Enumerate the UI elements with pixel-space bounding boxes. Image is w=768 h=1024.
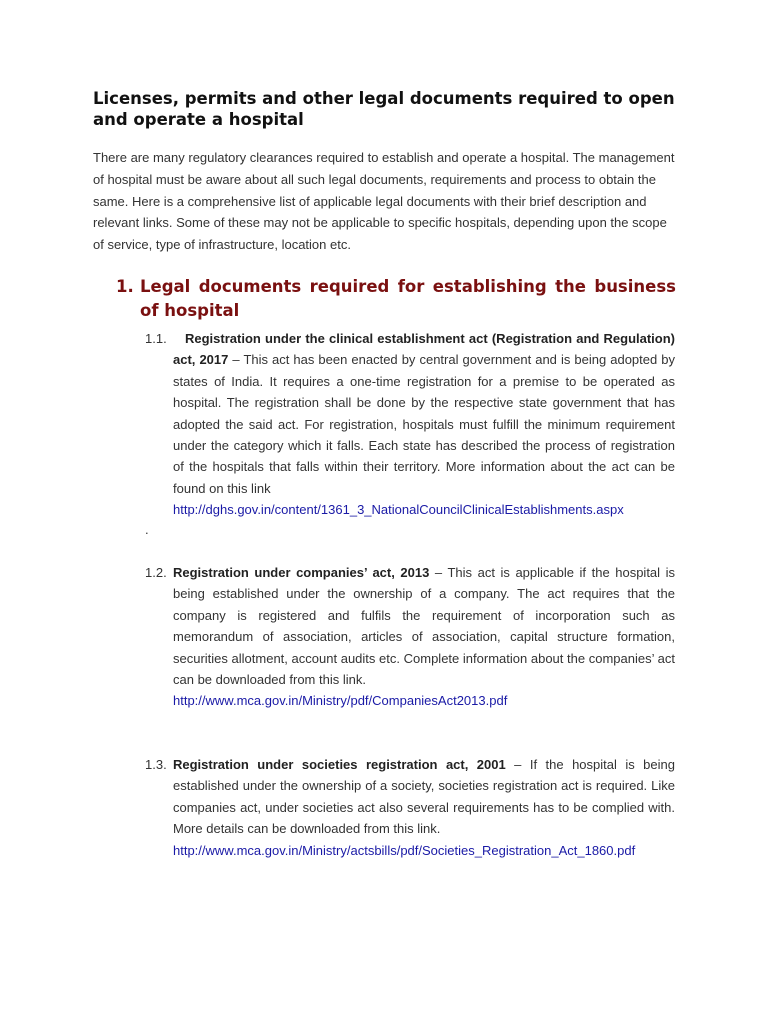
item-description: – This act has been enacted by central government and is being adopted by states of India. It requires a one-time registration for a premise to be operated as hospital. The registration shall be done by the respective state government that has adopted the said act. For registration, hospitals must fulfill the minimum requirement under the category which it falls. Each state has described the process of registration of the hospitals that falls within their territory. More information about the act can be found on this link [173,352,675,496]
item-number: 1.3. [145,757,167,772]
section-number: 1. [116,277,134,296]
section-heading [116,275,676,323]
item-bold-title: Registration under companies’ act, 2013 [173,565,430,580]
item-description: – This act is applicable if the hospital is being established under the ownership of a company. The act requires that the company is registered and fulfils the requirement of incorporation such as memorandum of association, articles of association, capital structure formation, securities allotment, account audits etc. Complete information about the companies’ act can be downloaded from this link. [173,565,676,688]
item-number: 1.2. [145,565,167,580]
list-item-1-3 [145,754,675,861]
item-link[interactable]: http://www.mca.gov.in/Ministry/pdf/CompaniesAct2013.pdf [173,693,508,709]
list-item-1-2 [145,562,675,712]
item-link[interactable]: http://www.mca.gov.in/Ministry/actsbills/pdf/Societies_Registration_Act_1860.pdf [173,842,636,858]
item-bold-title: Registration under societies registration act, 2001 [173,757,506,772]
section-heading-text: Legal documents required for establishing the business of hospital [140,277,676,320]
page-title: Licenses, permits and other legal documents required to open and operate a hospital [93,89,675,129]
item-link[interactable]: http://dghs.gov.in/content/1361_3_NationalCouncilClinicalEstablishments.aspx [173,502,624,518]
item-number: 1.1. [145,331,167,346]
item-trailing-period: . [145,522,149,537]
item-description: – If the hospital is being established under the ownership of a society, societies registration act is required. Like companies act, under societies act also several requirements has to be complied with. More details can be downloaded from this link. [173,757,675,837]
item-bold-title: Registration under the clinical establishment act (Registration and Regulation) act, 2017 [173,331,675,368]
list-item-1-1 [145,328,675,521]
intro-paragraph: There are many regulatory clearances required to establish and operate a hospital. The management of hospital must be aware about all such legal documents, requirements and process to obtain the same. Here is a comprehensive list of applicable legal documents with their brief description and relevant links. Some of these may not be applicable to specific hospitals, depending upon the scope of service, type of infrastructure, location etc. [93,150,675,253]
